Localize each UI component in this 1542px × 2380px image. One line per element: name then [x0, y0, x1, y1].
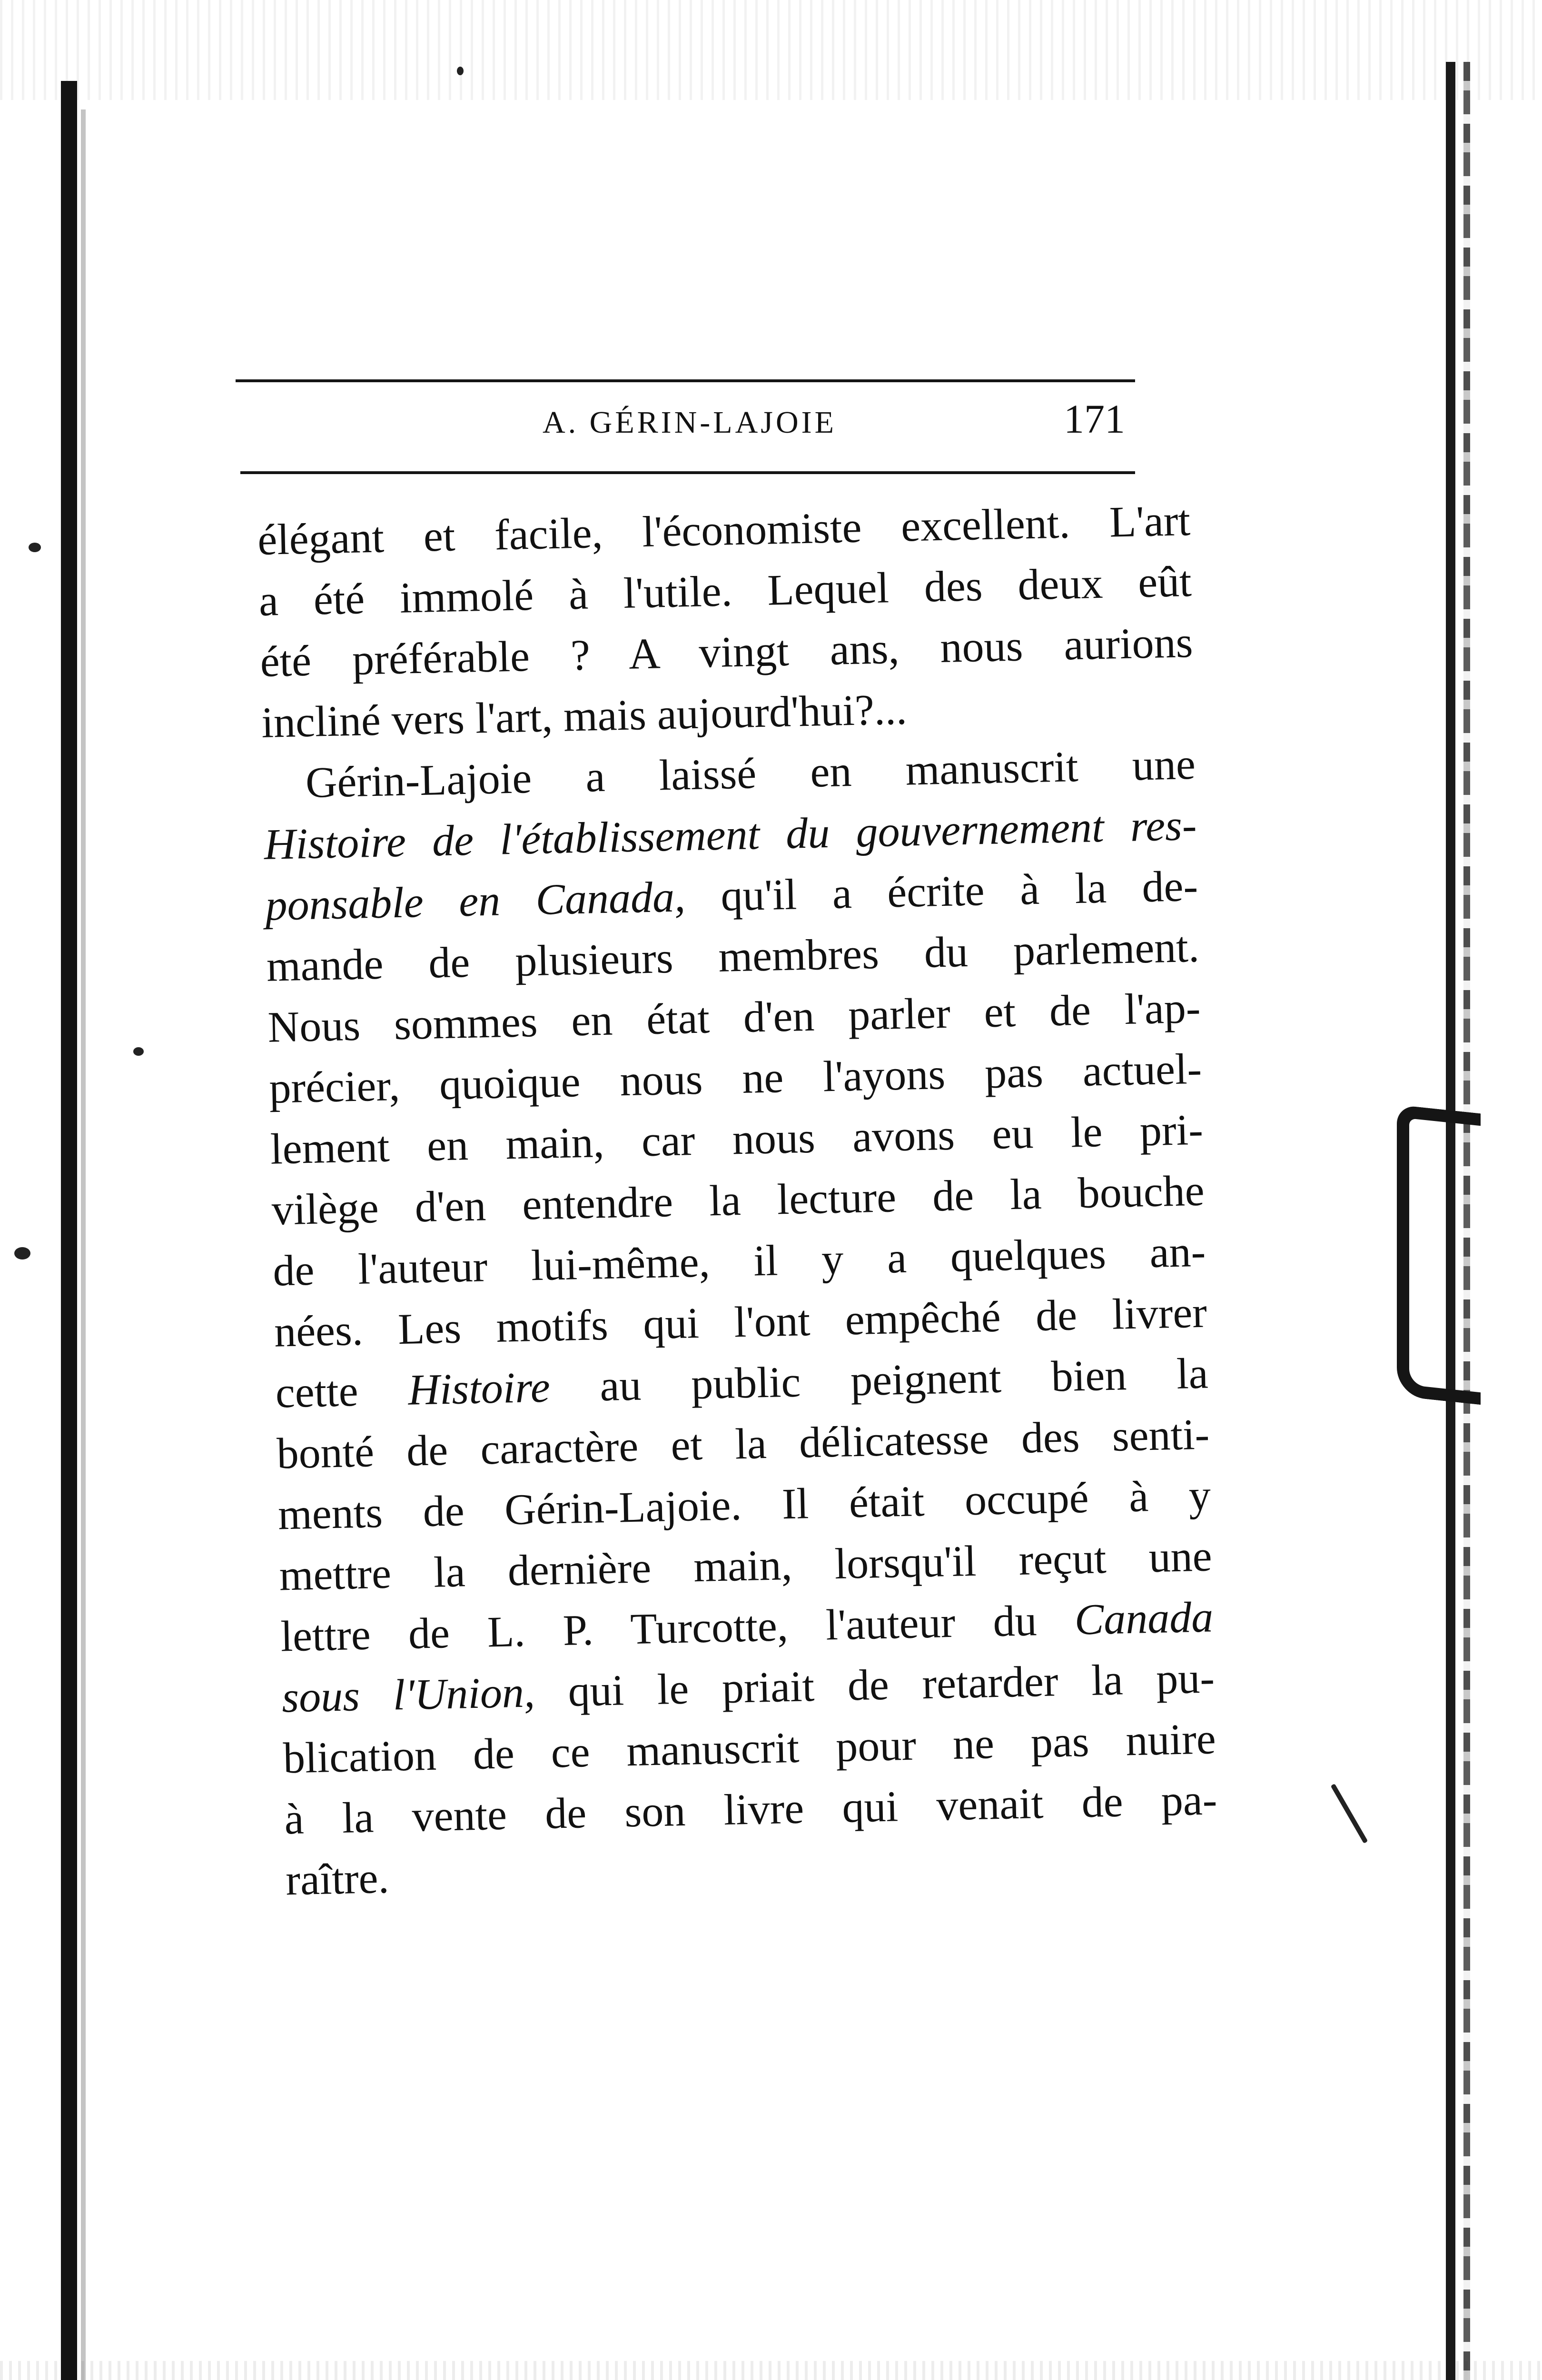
italic-title: Histoire	[407, 1362, 551, 1414]
header-rule-bottom	[240, 471, 1135, 474]
text-line: a été immolé à l'utile. Lequel des deux eût	[258, 556, 1192, 625]
text-line: Nous sommes en état d'en parler et de l'ap-	[267, 983, 1201, 1051]
text-line: précier, quoique nous ne l'ayons pas actuel-	[268, 1044, 1203, 1112]
header-rule-top	[236, 379, 1135, 382]
text-line: ments de Gérin-Lajoie. Il était occupé à y	[277, 1470, 1211, 1539]
text-line: Gérin-Lajoie a laissé en manuscrit une	[305, 739, 1196, 807]
scan-speck	[1331, 1784, 1368, 1844]
text-line: à la vente de son livre qui venait de pa-	[284, 1775, 1218, 1844]
text-span: qu'il a écrite à la de-	[684, 861, 1199, 921]
scan-noise-top	[0, 0, 1542, 100]
text-line: mettre la dernière main, lorsqu'il reçut une	[278, 1531, 1213, 1600]
page-edge-left-shadow	[81, 109, 86, 2380]
page-number: 171	[1064, 396, 1125, 442]
italic-title: Histoire de l'établissement du gouvernement res-	[263, 800, 1197, 869]
text-span: au public peignent bien la	[549, 1349, 1209, 1411]
scan-speck	[457, 67, 464, 75]
italic-title: ponsable en Canada,	[265, 872, 686, 930]
scan-speck	[133, 1047, 144, 1056]
text-line: lement en main, car nous avons eu le pri-	[270, 1105, 1204, 1173]
page-edge-left	[61, 81, 77, 2380]
scan-speck	[29, 543, 41, 552]
text-span: qui le priait de retarder la pu-	[534, 1653, 1215, 1716]
text-line: raître.	[285, 1853, 390, 1904]
text-span: cette	[275, 1365, 409, 1417]
italic-title: sous l'Union,	[281, 1667, 535, 1722]
running-head: A. GÉRIN-LAJOIE	[543, 405, 837, 440]
text-span: lettre de L. P. Turcotte, l'auteur du	[280, 1595, 1075, 1661]
text-line: élégant et facile, l'économiste excellent. L'art	[257, 496, 1191, 564]
scan-noise-bottom	[0, 2361, 1542, 2380]
scan-artifact-bracket	[1397, 1105, 1481, 1405]
text-line: mande de plusieurs membres du parlement.	[266, 922, 1200, 991]
text-line: de l'auteur lui-même, il y a quelques an-	[272, 1227, 1206, 1295]
text-line: bonté de caractère et la délicatesse des senti-	[276, 1409, 1210, 1478]
text-line: incliné vers l'art, mais aujourd'hui?...	[261, 684, 908, 747]
text-line: blication de ce manuscrit pour ne pas nuire	[282, 1714, 1216, 1783]
scan-speck	[14, 1247, 30, 1259]
body-text	[257, 490, 1224, 2127]
italic-title: Canada	[1074, 1592, 1214, 1644]
text-line: nées. Les motifs qui l'ont empêché de livrer	[274, 1288, 1207, 1356]
text-line: été préférable ? A vingt ans, nous aurions	[259, 617, 1194, 686]
text-line: vilège d'en entendre la lecture de la bouche	[271, 1166, 1205, 1234]
